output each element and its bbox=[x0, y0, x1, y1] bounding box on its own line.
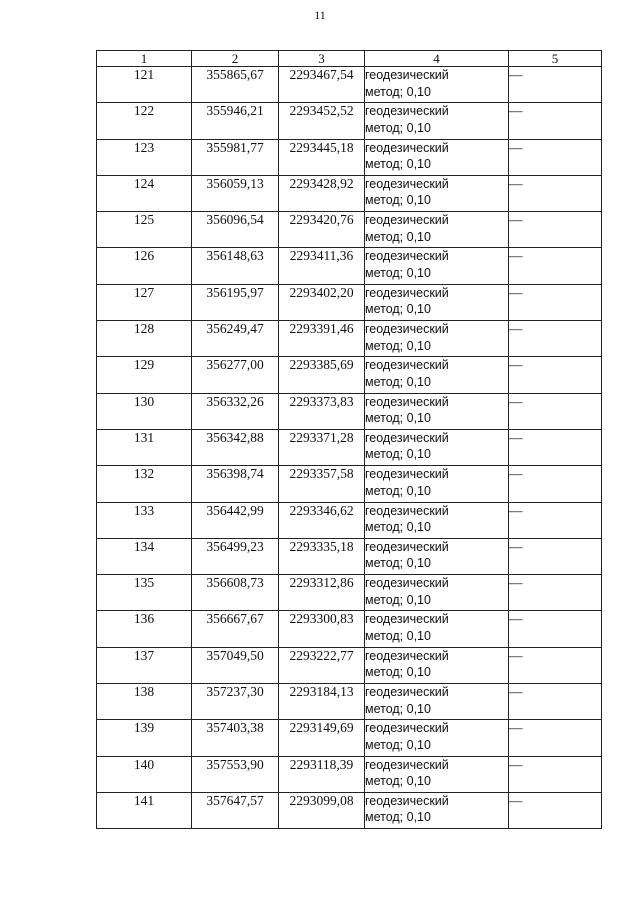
method-accuracy: метод; 0,10 bbox=[365, 411, 431, 426]
method-cell bbox=[365, 357, 509, 393]
note-cell: — bbox=[509, 429, 602, 465]
table-row bbox=[97, 393, 602, 429]
coordinate-y: 2293312,86 bbox=[279, 575, 365, 611]
note-cell: — bbox=[509, 538, 602, 574]
page-number: 11 bbox=[314, 8, 326, 22]
table-row bbox=[97, 684, 602, 720]
coordinate-y: 2293428,92 bbox=[279, 175, 365, 211]
table-row bbox=[97, 575, 602, 611]
coordinate-y: 2293346,62 bbox=[279, 502, 365, 538]
method-name: геодезический bbox=[365, 757, 449, 772]
table-row bbox=[97, 175, 602, 211]
method-cell bbox=[365, 139, 509, 175]
coordinate-y: 2293118,39 bbox=[279, 756, 365, 792]
table-body bbox=[97, 67, 602, 829]
note-cell: — bbox=[509, 792, 602, 828]
note-cell: — bbox=[509, 575, 602, 611]
method-accuracy: метод; 0,10 bbox=[365, 665, 431, 680]
header-col-4: 4 bbox=[365, 51, 509, 67]
method-accuracy: метод; 0,10 bbox=[365, 556, 431, 571]
coordinate-y: 2293335,18 bbox=[279, 538, 365, 574]
method-name: геодезический bbox=[365, 430, 449, 445]
point-number: 124 bbox=[97, 175, 192, 211]
point-number: 138 bbox=[97, 684, 192, 720]
method-accuracy: метод; 0,10 bbox=[365, 374, 431, 389]
coordinate-x: 356608,73 bbox=[192, 575, 279, 611]
header-col-3: 3 bbox=[279, 51, 365, 67]
point-number: 131 bbox=[97, 429, 192, 465]
coordinates-table bbox=[96, 50, 602, 829]
coordinate-y: 2293300,83 bbox=[279, 611, 365, 647]
note-cell: — bbox=[509, 212, 602, 248]
method-accuracy: метод; 0,10 bbox=[365, 701, 431, 716]
table-row bbox=[97, 321, 602, 357]
point-number: 135 bbox=[97, 575, 192, 611]
table-row bbox=[97, 720, 602, 756]
method-accuracy: метод; 0,10 bbox=[365, 520, 431, 535]
method-cell bbox=[365, 575, 509, 611]
table-row bbox=[97, 502, 602, 538]
method-name: геодезический bbox=[365, 394, 449, 409]
coordinate-y: 2293452,52 bbox=[279, 103, 365, 139]
method-name: геодезический bbox=[365, 648, 449, 663]
note-cell: — bbox=[509, 248, 602, 284]
header-col-1: 1 bbox=[97, 51, 192, 67]
note-cell: — bbox=[509, 103, 602, 139]
note-cell: — bbox=[509, 466, 602, 502]
method-cell bbox=[365, 248, 509, 284]
table-row bbox=[97, 284, 602, 320]
coordinate-y: 2293371,28 bbox=[279, 429, 365, 465]
coordinate-x: 356442,99 bbox=[192, 502, 279, 538]
note-cell: — bbox=[509, 321, 602, 357]
point-number: 137 bbox=[97, 647, 192, 683]
coordinate-x: 357237,30 bbox=[192, 684, 279, 720]
method-accuracy: метод; 0,10 bbox=[365, 302, 431, 317]
coordinate-y: 2293184,13 bbox=[279, 684, 365, 720]
method-accuracy: метод; 0,10 bbox=[365, 229, 431, 244]
method-name: геодезический bbox=[365, 721, 449, 736]
method-name: геодезический bbox=[365, 793, 449, 808]
note-cell: — bbox=[509, 284, 602, 320]
coordinate-y: 2293222,77 bbox=[279, 647, 365, 683]
coordinate-x: 356195,97 bbox=[192, 284, 279, 320]
method-accuracy: метод; 0,10 bbox=[365, 628, 431, 643]
note-cell: — bbox=[509, 611, 602, 647]
coordinate-x: 357647,57 bbox=[192, 792, 279, 828]
method-cell bbox=[365, 393, 509, 429]
coordinate-x: 357403,38 bbox=[192, 720, 279, 756]
coordinate-y: 2293385,69 bbox=[279, 357, 365, 393]
coordinate-y: 2293411,36 bbox=[279, 248, 365, 284]
coordinate-x: 356096,54 bbox=[192, 212, 279, 248]
point-number: 125 bbox=[97, 212, 192, 248]
method-accuracy: метод; 0,10 bbox=[365, 774, 431, 789]
note-cell: — bbox=[509, 756, 602, 792]
point-number: 141 bbox=[97, 792, 192, 828]
coordinate-x: 355865,67 bbox=[192, 67, 279, 103]
note-cell: — bbox=[509, 720, 602, 756]
table-row bbox=[97, 756, 602, 792]
method-name: геодезический bbox=[365, 176, 449, 191]
table-row bbox=[97, 103, 602, 139]
note-cell: — bbox=[509, 67, 602, 103]
method-name: геодезический bbox=[365, 249, 449, 264]
coordinate-x: 357553,90 bbox=[192, 756, 279, 792]
note-cell: — bbox=[509, 647, 602, 683]
method-name: геодезический bbox=[365, 576, 449, 591]
table-row bbox=[97, 212, 602, 248]
method-cell bbox=[365, 175, 509, 211]
point-number: 139 bbox=[97, 720, 192, 756]
point-number: 127 bbox=[97, 284, 192, 320]
method-accuracy: метод; 0,10 bbox=[365, 265, 431, 280]
method-name: геодезический bbox=[365, 503, 449, 518]
method-cell bbox=[365, 647, 509, 683]
table-row bbox=[97, 248, 602, 284]
point-number: 123 bbox=[97, 139, 192, 175]
method-cell bbox=[365, 321, 509, 357]
method-cell bbox=[365, 284, 509, 320]
method-accuracy: метод; 0,10 bbox=[365, 447, 431, 462]
method-cell bbox=[365, 792, 509, 828]
point-number: 128 bbox=[97, 321, 192, 357]
note-cell: — bbox=[509, 502, 602, 538]
header-col-5: 5 bbox=[509, 51, 602, 67]
method-cell bbox=[365, 684, 509, 720]
method-name: геодезический bbox=[365, 539, 449, 554]
method-name: геодезический bbox=[365, 467, 449, 482]
method-accuracy: метод; 0,10 bbox=[365, 810, 431, 825]
coordinate-y: 2293467,54 bbox=[279, 67, 365, 103]
point-number: 121 bbox=[97, 67, 192, 103]
note-cell: — bbox=[509, 684, 602, 720]
method-name: геодезический bbox=[365, 322, 449, 337]
coordinate-y: 2293373,83 bbox=[279, 393, 365, 429]
method-name: геодезический bbox=[365, 358, 449, 373]
coordinate-x: 356277,00 bbox=[192, 357, 279, 393]
table-row bbox=[97, 67, 602, 103]
coordinate-x: 356332,26 bbox=[192, 393, 279, 429]
coordinate-x: 356667,67 bbox=[192, 611, 279, 647]
header-row bbox=[97, 51, 602, 67]
point-number: 122 bbox=[97, 103, 192, 139]
coordinate-x: 356342,88 bbox=[192, 429, 279, 465]
method-accuracy: метод; 0,10 bbox=[365, 483, 431, 498]
coordinate-y: 2293402,20 bbox=[279, 284, 365, 320]
method-cell bbox=[365, 502, 509, 538]
method-name: геодезический bbox=[365, 612, 449, 627]
method-cell bbox=[365, 466, 509, 502]
coordinate-y: 2293391,46 bbox=[279, 321, 365, 357]
method-name: геодезический bbox=[365, 104, 449, 119]
coordinate-x: 355981,77 bbox=[192, 139, 279, 175]
table-row bbox=[97, 611, 602, 647]
table-header bbox=[97, 51, 602, 67]
method-name: геодезический bbox=[365, 140, 449, 155]
method-cell bbox=[365, 67, 509, 103]
method-name: геодезический bbox=[365, 685, 449, 700]
table-row bbox=[97, 429, 602, 465]
method-cell bbox=[365, 212, 509, 248]
table-row bbox=[97, 139, 602, 175]
coordinate-y: 2293099,08 bbox=[279, 792, 365, 828]
method-cell bbox=[365, 429, 509, 465]
note-cell: — bbox=[509, 357, 602, 393]
coordinate-y: 2293149,69 bbox=[279, 720, 365, 756]
point-number: 133 bbox=[97, 502, 192, 538]
method-accuracy: метод; 0,10 bbox=[365, 84, 431, 99]
method-cell bbox=[365, 538, 509, 574]
method-cell bbox=[365, 103, 509, 139]
method-cell bbox=[365, 756, 509, 792]
table-row bbox=[97, 466, 602, 502]
point-number: 136 bbox=[97, 611, 192, 647]
coordinate-y: 2293445,18 bbox=[279, 139, 365, 175]
method-accuracy: метод; 0,10 bbox=[365, 157, 431, 172]
coordinate-y: 2293357,58 bbox=[279, 466, 365, 502]
method-accuracy: метод; 0,10 bbox=[365, 737, 431, 752]
method-name: геодезический bbox=[365, 213, 449, 228]
coordinate-y: 2293420,76 bbox=[279, 212, 365, 248]
coordinate-x: 356148,63 bbox=[192, 248, 279, 284]
method-cell bbox=[365, 720, 509, 756]
method-accuracy: метод; 0,10 bbox=[365, 338, 431, 353]
coordinate-x: 357049,50 bbox=[192, 647, 279, 683]
point-number: 134 bbox=[97, 538, 192, 574]
point-number: 130 bbox=[97, 393, 192, 429]
point-number: 126 bbox=[97, 248, 192, 284]
table-row bbox=[97, 357, 602, 393]
note-cell: — bbox=[509, 393, 602, 429]
coordinate-x: 356249,47 bbox=[192, 321, 279, 357]
method-name: геодезический bbox=[365, 68, 449, 82]
point-number: 140 bbox=[97, 756, 192, 792]
method-accuracy: метод; 0,10 bbox=[365, 193, 431, 208]
table-row bbox=[97, 538, 602, 574]
coordinate-x: 356059,13 bbox=[192, 175, 279, 211]
note-cell: — bbox=[509, 139, 602, 175]
table-row bbox=[97, 647, 602, 683]
table-row bbox=[97, 792, 602, 828]
method-accuracy: метод; 0,10 bbox=[365, 592, 431, 607]
header-col-2: 2 bbox=[192, 51, 279, 67]
point-number: 129 bbox=[97, 357, 192, 393]
point-number: 132 bbox=[97, 466, 192, 502]
method-name: геодезический bbox=[365, 285, 449, 300]
coordinate-x: 355946,21 bbox=[192, 103, 279, 139]
method-cell bbox=[365, 611, 509, 647]
coordinate-x: 356499,23 bbox=[192, 538, 279, 574]
coordinate-x: 356398,74 bbox=[192, 466, 279, 502]
note-cell: — bbox=[509, 175, 602, 211]
method-accuracy: метод; 0,10 bbox=[365, 120, 431, 135]
